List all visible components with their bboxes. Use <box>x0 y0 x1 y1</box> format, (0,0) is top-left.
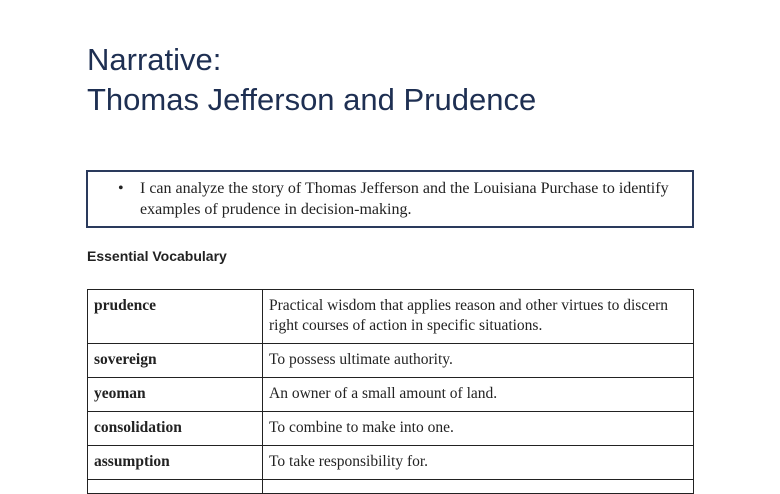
title-line-2: Thomas Jefferson and Prudence <box>87 82 537 117</box>
table-row <box>88 378 694 412</box>
vocab-term <box>88 480 263 494</box>
vocab-definition: An owner of a small amount of land. <box>263 378 694 412</box>
vocab-term: sovereign <box>88 344 263 378</box>
vocab-definition: To possess ultimate authority. <box>263 344 694 378</box>
vocab-term: assumption <box>88 446 263 480</box>
table-row <box>88 344 694 378</box>
table-row <box>88 480 694 494</box>
vocab-definition: Practical wisdom that applies reason and other virtues to discern right courses of action in specific situations. <box>263 290 694 344</box>
objective-item <box>118 172 680 220</box>
vocabulary-table <box>87 289 694 494</box>
vocab-term: consolidation <box>88 412 263 446</box>
vocab-definition: To combine to make into one. <box>263 412 694 446</box>
vocab-definition: To take responsibility for. <box>263 446 694 480</box>
table-row <box>88 290 694 344</box>
table-row <box>88 412 694 446</box>
vocab-definition <box>263 480 694 494</box>
title-line-1: Narrative: <box>87 42 222 77</box>
vocab-term: prudence <box>88 290 263 344</box>
learning-objective-box <box>86 170 694 228</box>
page-title <box>87 40 536 120</box>
bullet-icon: • <box>118 180 124 197</box>
objective-text: I can analyze the story of Thomas Jefferson and the Louisiana Purchase to identify examples of prudence in decision-making. <box>140 180 669 218</box>
objective-list <box>88 172 692 220</box>
table-row <box>88 446 694 480</box>
vocab-term: yeoman <box>88 378 263 412</box>
vocabulary-heading: Essential Vocabulary <box>87 248 227 264</box>
